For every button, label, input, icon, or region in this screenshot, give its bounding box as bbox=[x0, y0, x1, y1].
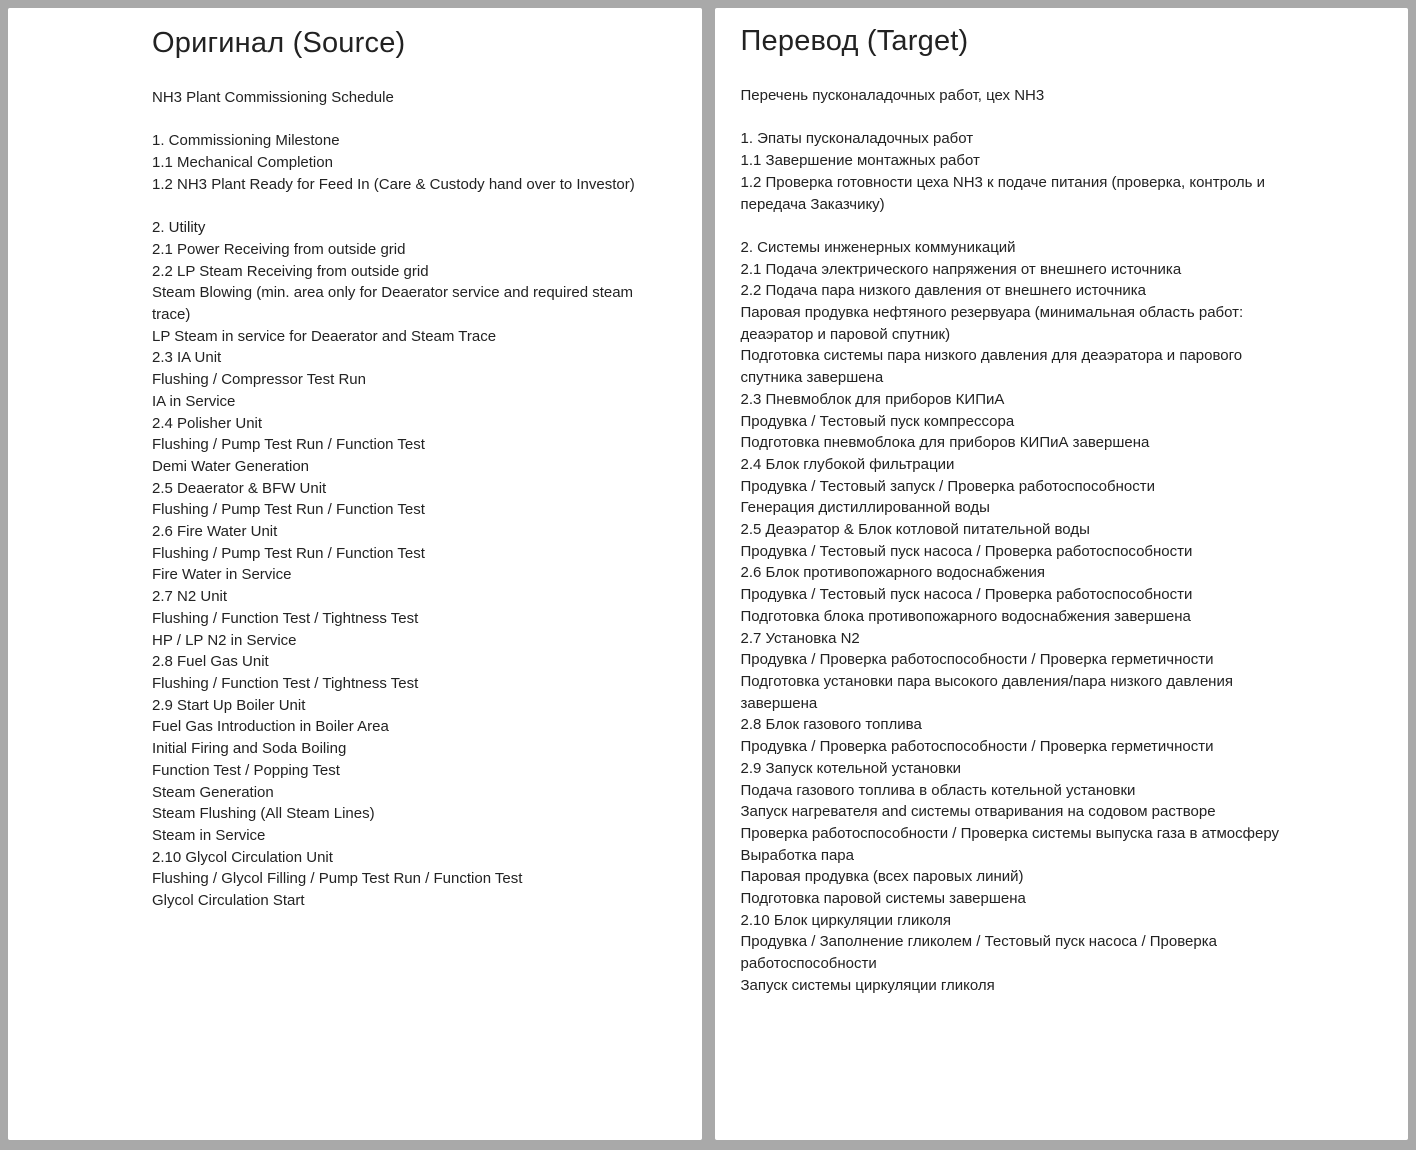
source-paragraph: 1. Commissioning Milestone bbox=[152, 132, 340, 150]
target-paragraph: Продувка / Тестовый запуск / Проверка работоспособности bbox=[740, 477, 1155, 495]
source-paragraph: Steam Generation bbox=[152, 783, 274, 801]
target-paragraph: Паровая продувка нефтяного резервуара (минимальная область работ: деаэратор и паровой спутник) bbox=[740, 304, 1244, 343]
target-paragraph: Подготовка системы пара низкого давления для деаэратора и парового спутника завершена bbox=[740, 347, 1243, 387]
source-panel-title: Оригинал (Source) bbox=[152, 27, 406, 59]
target-panel-title: Перевод (Target) bbox=[740, 25, 969, 57]
target-paragraph: 2.1 Подача электрического напряжения от внешнего источника bbox=[740, 260, 1182, 278]
target-paragraph: Паровая продувка (всех паровых линий) bbox=[740, 868, 1024, 886]
source-paragraph: Fuel Gas Introduction in Boiler Area bbox=[152, 718, 389, 736]
source-paragraph: Flushing / Pump Test Run / Function Test bbox=[152, 501, 425, 519]
source-paragraph: Demi Water Generation bbox=[152, 457, 310, 475]
target-paragraph: 2.4 Блок глубокой фильтрации bbox=[740, 455, 955, 473]
target-paragraph: Выработка пара bbox=[740, 846, 854, 864]
target-paragraph: Продувка / Проверка работоспособности / Проверка герметичности bbox=[740, 651, 1214, 669]
source-paragraph: 2.10 Glycol Circulation Unit bbox=[152, 848, 333, 866]
source-paragraph: Glycol Circulation Start bbox=[152, 892, 305, 910]
target-paragraph: Подготовка блока противопожарного водоснабжения завершена bbox=[740, 607, 1191, 625]
target-paragraph: 2.10 Блок циркуляции гликоля bbox=[740, 911, 952, 929]
target-paragraph: 2.2 Подача пара низкого давления от внешнего источника bbox=[740, 282, 1147, 300]
target-paragraph: 2. Системы инженерных коммуникаций bbox=[740, 238, 1016, 256]
source-paragraph: LP Steam in service for Deaerator and Steam Trace bbox=[152, 327, 497, 345]
target-paragraph: Запуск нагревателя and системы отваривания на содовом растворе bbox=[740, 803, 1216, 821]
source-paragraph: Flushing / Pump Test Run / Function Test bbox=[152, 544, 425, 562]
blank-line bbox=[741, 107, 1289, 129]
target-paragraph: Подача газового топлива в область котельной установки bbox=[740, 781, 1136, 799]
source-paragraph: 1.2 NH3 Plant Ready for Feed In (Care & Custody hand over to Investor) bbox=[152, 175, 635, 193]
target-paragraph: 1. Эпаты пусконаладочных работ bbox=[740, 130, 974, 148]
target-paragraph: Подготовка пневмоблока для приборов КИПиА завершена bbox=[740, 434, 1150, 452]
source-paragraph: Flushing / Pump Test Run / Function Test bbox=[152, 436, 425, 454]
target-paragraph: 1.1 Завершение монтажных работ bbox=[740, 152, 980, 170]
target-paragraph: Продувка / Тестовый пуск насоса / Проверка работоспособности bbox=[740, 586, 1193, 604]
source-paragraph: 2.3 IA Unit bbox=[152, 349, 222, 367]
target-paragraph: Перечень пусконаладочных работ, цех NH3 bbox=[740, 87, 1045, 104]
source-paragraph: 2.4 Polisher Unit bbox=[152, 414, 263, 432]
target-paragraph: Проверка работоспособности / Проверка системы выпуска газа в атмосферу bbox=[740, 824, 1280, 842]
source-paragraph: Steam Blowing (min. area only for Deaerator service and required steam trace) bbox=[152, 284, 634, 324]
target-panel-content bbox=[715, 8, 1409, 1140]
source-paragraph: Initial Firing and Soda Boiling bbox=[152, 740, 347, 758]
source-paragraph: Flushing / Glycol Filling / Pump Test Run / Function Test bbox=[152, 870, 523, 888]
target-paragraph: Запуск системы циркуляции гликоля bbox=[740, 976, 995, 994]
source-paragraph: Flushing / Function Test / Tightness Test bbox=[152, 674, 419, 692]
target-paragraph: Подготовка паровой системы завершена bbox=[740, 890, 1026, 908]
source-paragraph: NH3 Plant Commissioning Schedule bbox=[152, 89, 394, 106]
target-paragraph: Подготовка установки пара высокого давления/пара низкого давления завершена bbox=[740, 672, 1233, 712]
target-paragraph: Продувка / Тестовый пуск компрессора bbox=[740, 412, 1015, 430]
source-panel-content bbox=[8, 8, 702, 1140]
source-paragraph: 1.1 Mechanical Completion bbox=[152, 154, 333, 172]
source-paragraph: 2. Utility bbox=[152, 219, 206, 237]
target-paragraph: 2.3 Пневмоблок для приборов КИПиА bbox=[740, 390, 1005, 408]
source-paragraph: IA in Service bbox=[152, 392, 236, 410]
target-paragraph: 2.7 Установка N2 bbox=[740, 629, 860, 647]
source-paragraph: Function Test / Popping Test bbox=[152, 761, 340, 779]
target-paragraph: 2.6 Блок противопожарного водоснабжения bbox=[740, 564, 1045, 582]
source-paragraph: HP / LP N2 in Service bbox=[152, 631, 297, 649]
source-paragraph: Steam Flushing (All Steam Lines) bbox=[152, 805, 375, 823]
source-paragraph: 2.9 Start Up Boiler Unit bbox=[152, 696, 306, 714]
target-paragraph: 2.9 Запуск котельной установки bbox=[740, 759, 962, 777]
source-paragraph: 2.1 Power Receiving from outside grid bbox=[152, 240, 406, 258]
source-paragraph: Fire Water in Service bbox=[152, 566, 292, 584]
source-paragraph: 2.2 LP Steam Receiving from outside grid bbox=[152, 262, 429, 280]
source-paragraph: 2.7 N2 Unit bbox=[152, 588, 228, 606]
blank-line bbox=[741, 215, 1289, 237]
target-panel bbox=[715, 8, 1409, 1140]
target-paragraph: Продувка / Заполнение гликолем / Тестовый пуск насоса / Проверка работоспособности bbox=[740, 933, 1217, 973]
source-paragraph: Flushing / Function Test / Tightness Test bbox=[152, 609, 419, 627]
target-paragraph: 2.8 Блок газового топлива bbox=[740, 716, 922, 734]
target-paragraph: Продувка / Проверка работоспособности / Проверка герметичности bbox=[740, 738, 1214, 756]
target-paragraphs bbox=[741, 85, 1289, 997]
source-paragraph: 2.5 Deaerator & BFW Unit bbox=[152, 479, 327, 497]
blank-line bbox=[152, 196, 652, 218]
source-paragraph: Steam in Service bbox=[152, 826, 266, 844]
target-paragraph: 1.2 Проверка готовности цеха NH3 к подаче питания (проверка, контроль и передача Заказчику) bbox=[740, 173, 1266, 213]
source-panel bbox=[8, 8, 702, 1140]
target-paragraph: 2.5 Деаэратор & Блок котловой питательной воды bbox=[740, 521, 1090, 539]
target-paragraph: Продувка / Тестовый пуск насоса / Проверка работоспособности bbox=[740, 542, 1193, 560]
source-paragraph: Flushing / Compressor Test Run bbox=[152, 371, 366, 389]
target-paragraph: Генерация дистиллированной воды bbox=[740, 499, 990, 517]
source-paragraphs bbox=[152, 87, 652, 912]
source-paragraph: 2.6 Fire Water Unit bbox=[152, 523, 278, 541]
source-paragraph: 2.8 Fuel Gas Unit bbox=[152, 653, 269, 671]
blank-line bbox=[152, 109, 652, 131]
